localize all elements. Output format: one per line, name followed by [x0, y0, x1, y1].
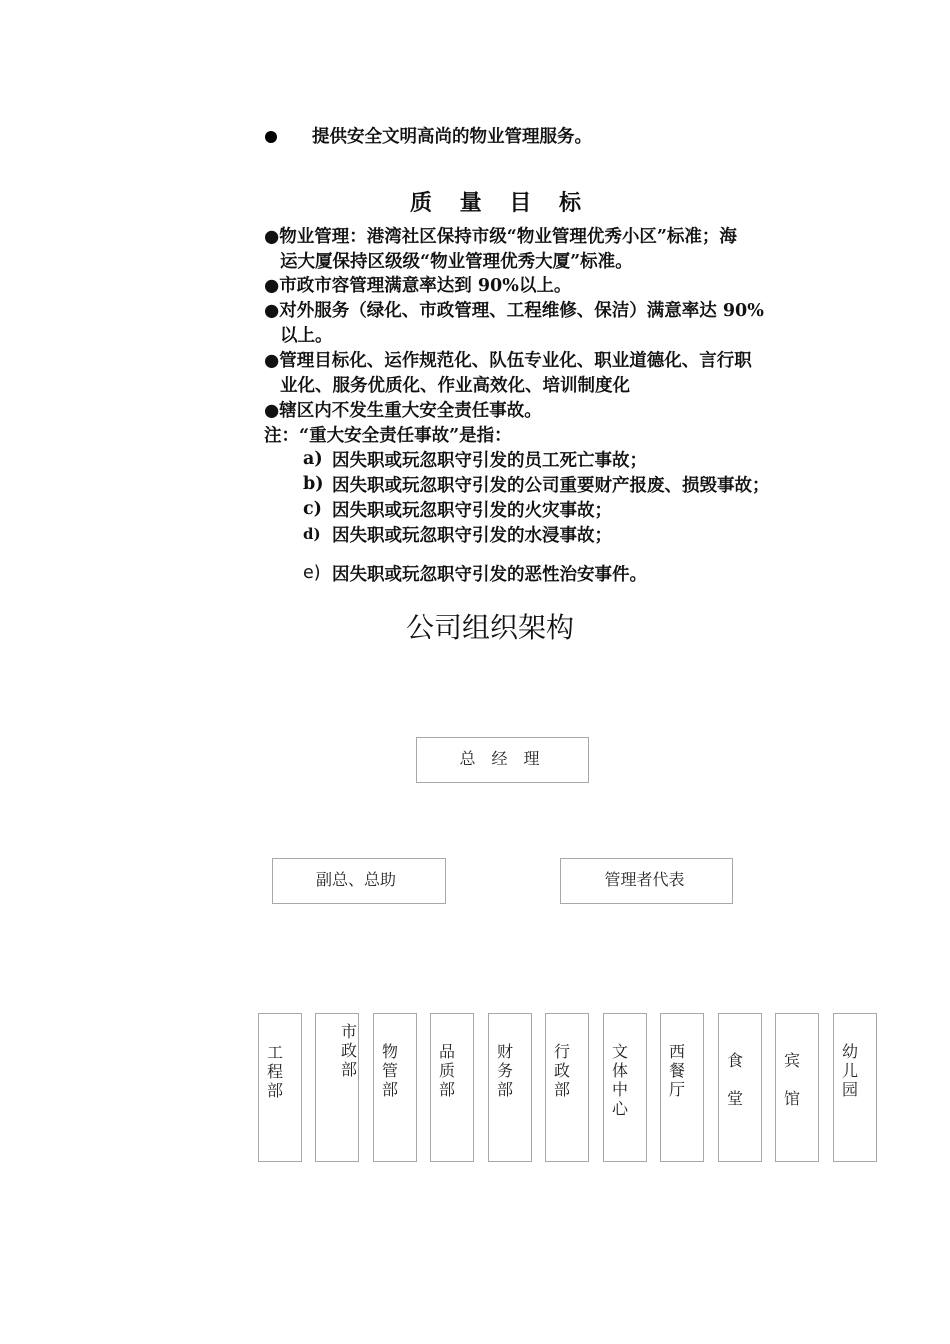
dept-box-canteen	[718, 1013, 762, 1162]
note-item-e-label: e)	[303, 563, 321, 583]
note-item-d-text: 因失职或玩忽职守引发的水浸事故；	[332, 526, 612, 546]
dept-box-finance	[488, 1013, 532, 1162]
dept-label-hotel: 宾馆	[784, 1051, 801, 1108]
dept-box-engineering	[258, 1013, 302, 1162]
dept-box-western-restaurant	[660, 1013, 704, 1162]
quality-item-2-line1: ●市政市容管理满意率达到 90%以上。	[264, 276, 572, 296]
quality-title: 质 量 目 标	[410, 190, 591, 216]
quality-item-3-line2: 以上。	[280, 326, 333, 346]
quality-item-5-line1: ●辖区内不发生重大安全责任事故。	[264, 401, 542, 421]
dept-box-quality	[430, 1013, 474, 1162]
dept-label-western-restaurant: 西餐厅	[669, 1042, 686, 1099]
org-box-general-manager	[416, 737, 589, 783]
bullet-dot	[265, 131, 277, 143]
dept-box-municipal	[315, 1013, 359, 1162]
note-item-d-label: d)	[303, 525, 321, 543]
org-chart-title: 公司组织架构	[406, 611, 575, 644]
note-item-e-text: 因失职或玩忽职守引发的恶性治安事件。	[332, 565, 647, 585]
quality-item-4-line2: 业化、服务优质化、作业高效化、培训制度化	[280, 376, 630, 396]
note-item-c-text: 因失职或玩忽职守引发的火灾事故；	[332, 501, 612, 521]
note-item-a-text: 因失职或玩忽职守引发的员工死亡事故；	[332, 451, 647, 471]
dept-box-culture-sports	[603, 1013, 647, 1162]
dept-box-admin	[545, 1013, 589, 1162]
dept-label-quality: 品质部	[439, 1042, 456, 1099]
dept-box-property	[373, 1013, 417, 1162]
dept-box-kindergarten	[833, 1013, 877, 1162]
dept-label-property: 物管部	[382, 1042, 399, 1099]
dept-label-municipal: 市政部	[341, 1022, 358, 1079]
dept-label-admin: 行政部	[554, 1042, 571, 1099]
note-item-c-label: c)	[303, 499, 322, 519]
quality-item-1-line1: ●物业管理：港湾社区保持市级“物业管理优秀小区”标准；海	[264, 227, 737, 247]
dept-label-engineering: 工程部	[267, 1043, 284, 1100]
note-item-b-text: 因失职或玩忽职守引发的公司重要财产报废、损毁事故；	[332, 476, 770, 496]
dept-box-hotel	[775, 1013, 819, 1162]
note-text: 注：“重大安全责任事故”是指：	[264, 426, 512, 446]
dept-label-kindergarten: 幼儿园	[842, 1042, 859, 1099]
dept-label-finance: 财务部	[497, 1042, 514, 1099]
org-box-deputy	[272, 858, 446, 904]
org-box-general-manager-label: 总 经 理	[459, 749, 540, 768]
quality-item-1-line2: 运大厦保持区级级“物业管理优秀大厦”标准。	[280, 252, 633, 272]
org-box-deputy-label: 副总、总助	[315, 870, 396, 889]
note-item-a-label: a)	[303, 449, 323, 469]
quality-item-4-line1: ●管理目标化、运作规范化、队伍专业化、职业道德化、言行职	[264, 351, 752, 371]
quality-item-3-line1: ●对外服务（绿化、市政管理、工程维修、保洁）满意率达 90%	[264, 301, 764, 321]
org-box-management-rep-label: 管理者代表	[604, 870, 685, 889]
note-item-b-label: b)	[303, 474, 324, 494]
org-box-management-rep	[560, 858, 733, 904]
dept-label-canteen: 食堂	[727, 1051, 744, 1108]
intro-bullet-text: 提供安全文明高尚的物业管理服务。	[312, 127, 592, 147]
dept-label-culture-sports: 文体中心	[612, 1042, 629, 1118]
